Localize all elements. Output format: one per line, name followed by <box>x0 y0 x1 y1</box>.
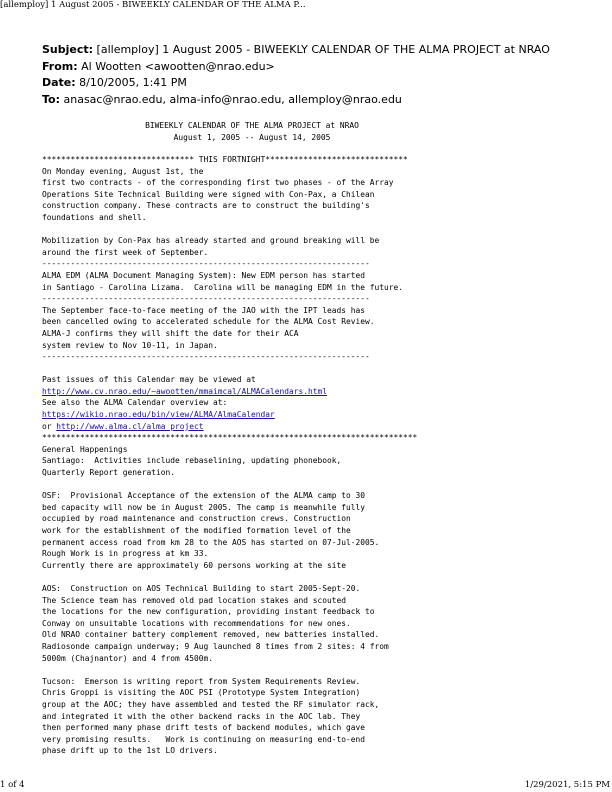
from-label: From: <box>42 59 78 73</box>
paragraph-osf: OSF: Provisional Acceptance of the extension of the ALMA camp to 30 bed capacity will now be in August 2005. The camp is meanwhile fully occupied by road maintenance and construction crews. Construction work for the establishment of the modified formation level of the permanent access road from km 28 to the AOS has started on 07-Jul-2005. Rough Work is in progress at km 33. Currently there are approximately 60 persons working at the site <box>42 491 380 570</box>
fortnight-rule: ******************************** THIS FORTNIGHT****************************** <box>42 155 408 164</box>
paragraph-aos: AOS: Construction on AOS Technical Building to start 2005-Sept-20. The Science team has removed old pad location stakes and scouted the locations for the new configuration, providing instant feedback to Conway on unsuitable locations with recommendations for new ones. Old NRAO container battery complement removed, new batteries installed. Radiosonde campaign underway; 9 Aug launched 8 times from 2 sites: 4 from 5000m (Chajnantor) and 4 from 4500m. <box>42 583 389 663</box>
date-label: Date: <box>42 76 76 89</box>
subject-row <box>42 42 550 59</box>
title-line-1: BIWEEKLY CALENDAR OF THE ALMA PROJECT at NRAO <box>145 121 359 130</box>
alma-project-link[interactable]: http://www.alma.cl/alma_project <box>56 421 204 431</box>
title-line-2: August 1, 2005 -- August 14, 2005 <box>173 132 331 142</box>
from-row <box>42 59 550 76</box>
page-number: 1 of 4 <box>0 780 25 790</box>
email-headers <box>42 42 550 108</box>
dash-rule: --------------------------------------------------------------------- <box>42 259 370 269</box>
date-row <box>42 75 550 92</box>
overview-link[interactable]: https://wikio.nrao.edu/bin/view/ALMA/AlmaCalendar <box>42 410 275 420</box>
or-text: or <box>42 421 57 431</box>
dash-rule: --------------------------------------------------------------------- <box>42 352 370 362</box>
past-issues-link[interactable]: http://www.cv.nrao.edu/~awootten/mmaimcal/ALMACalendars.html <box>42 386 328 396</box>
print-header: [allemploy] 1 August 2005 - BIWEEKLY CALENDAR OF THE ALMA P... <box>0 0 306 10</box>
star-rule: ******************************************************************************* <box>42 433 418 443</box>
overview-text: See also the ALMA Calendar overview at: <box>42 398 228 408</box>
subject-label: Subject: <box>42 43 94 56</box>
to-row <box>42 92 550 109</box>
paragraph-contracts: On Monday evening, August 1st, the first two contracts - of the corresponding first two phases - of the Array Operations Site Technical Building were signed with Con-Pax, a Chilean construction company. These contracts are to construct the building's foundations and shell. <box>42 166 394 222</box>
past-issues-text: Past issues of this Calendar may be viewed at <box>42 375 256 385</box>
subject-value: [allemploy] 1 August 2005 - BIWEEKLY CALENDAR OF THE ALMA PROJECT at NRAO <box>96 43 550 56</box>
paragraph-meeting: The September face-to-face meeting of the JAO with the IPT leads has been cancelled owing to accelerated schedule for the ALMA Cost Review. ALMA-J confirms they will shift the date for their ACA system review to Nov 10-11, in Japan. <box>42 305 375 350</box>
print-timestamp: 1/29/2021, 5:15 PM <box>524 780 610 790</box>
paragraph-tucson: Tucson: Emerson is writing report from System Requirements Review. Chris Groppi is visiting the AOC PSI (Prototype System Integration) group at the AOC; they have assembled and tested the RF simulator rack, and integrated it with the other backend racks in the AOC lab. They then performed many phase drift tests of backend modules, which gave very promising results. Work is continuing on measuring end-to-end phase drift up to the 1st LO drivers. <box>42 676 380 756</box>
calendar-title <box>42 120 462 143</box>
paragraph-mobilization: Mobilization by Con-Pax has already started and ground breaking will be around the first week of September. <box>42 236 380 257</box>
paragraph-general: General Happenings Santiago: Activities include rebaselining, updating phonebook, Quarterly Report generation. <box>42 444 342 478</box>
from-value: Al Wootten <awootten@nrao.edu> <box>81 59 275 73</box>
to-label: To: <box>42 92 60 106</box>
message-body <box>42 154 602 757</box>
to-value: anasac@nrao.edu, alma-info@nrao.edu, allemploy@nrao.edu <box>63 92 402 106</box>
paragraph-edm: ALMA EDM (ALMA Document Managing System): New EDM person has started in Santiago - Carolina Lizama. Carolina will be managing EDM in the future. <box>42 270 404 292</box>
dash-rule: --------------------------------------------------------------------- <box>42 294 370 304</box>
date-value: 8/10/2005, 1:41 PM <box>79 76 187 89</box>
